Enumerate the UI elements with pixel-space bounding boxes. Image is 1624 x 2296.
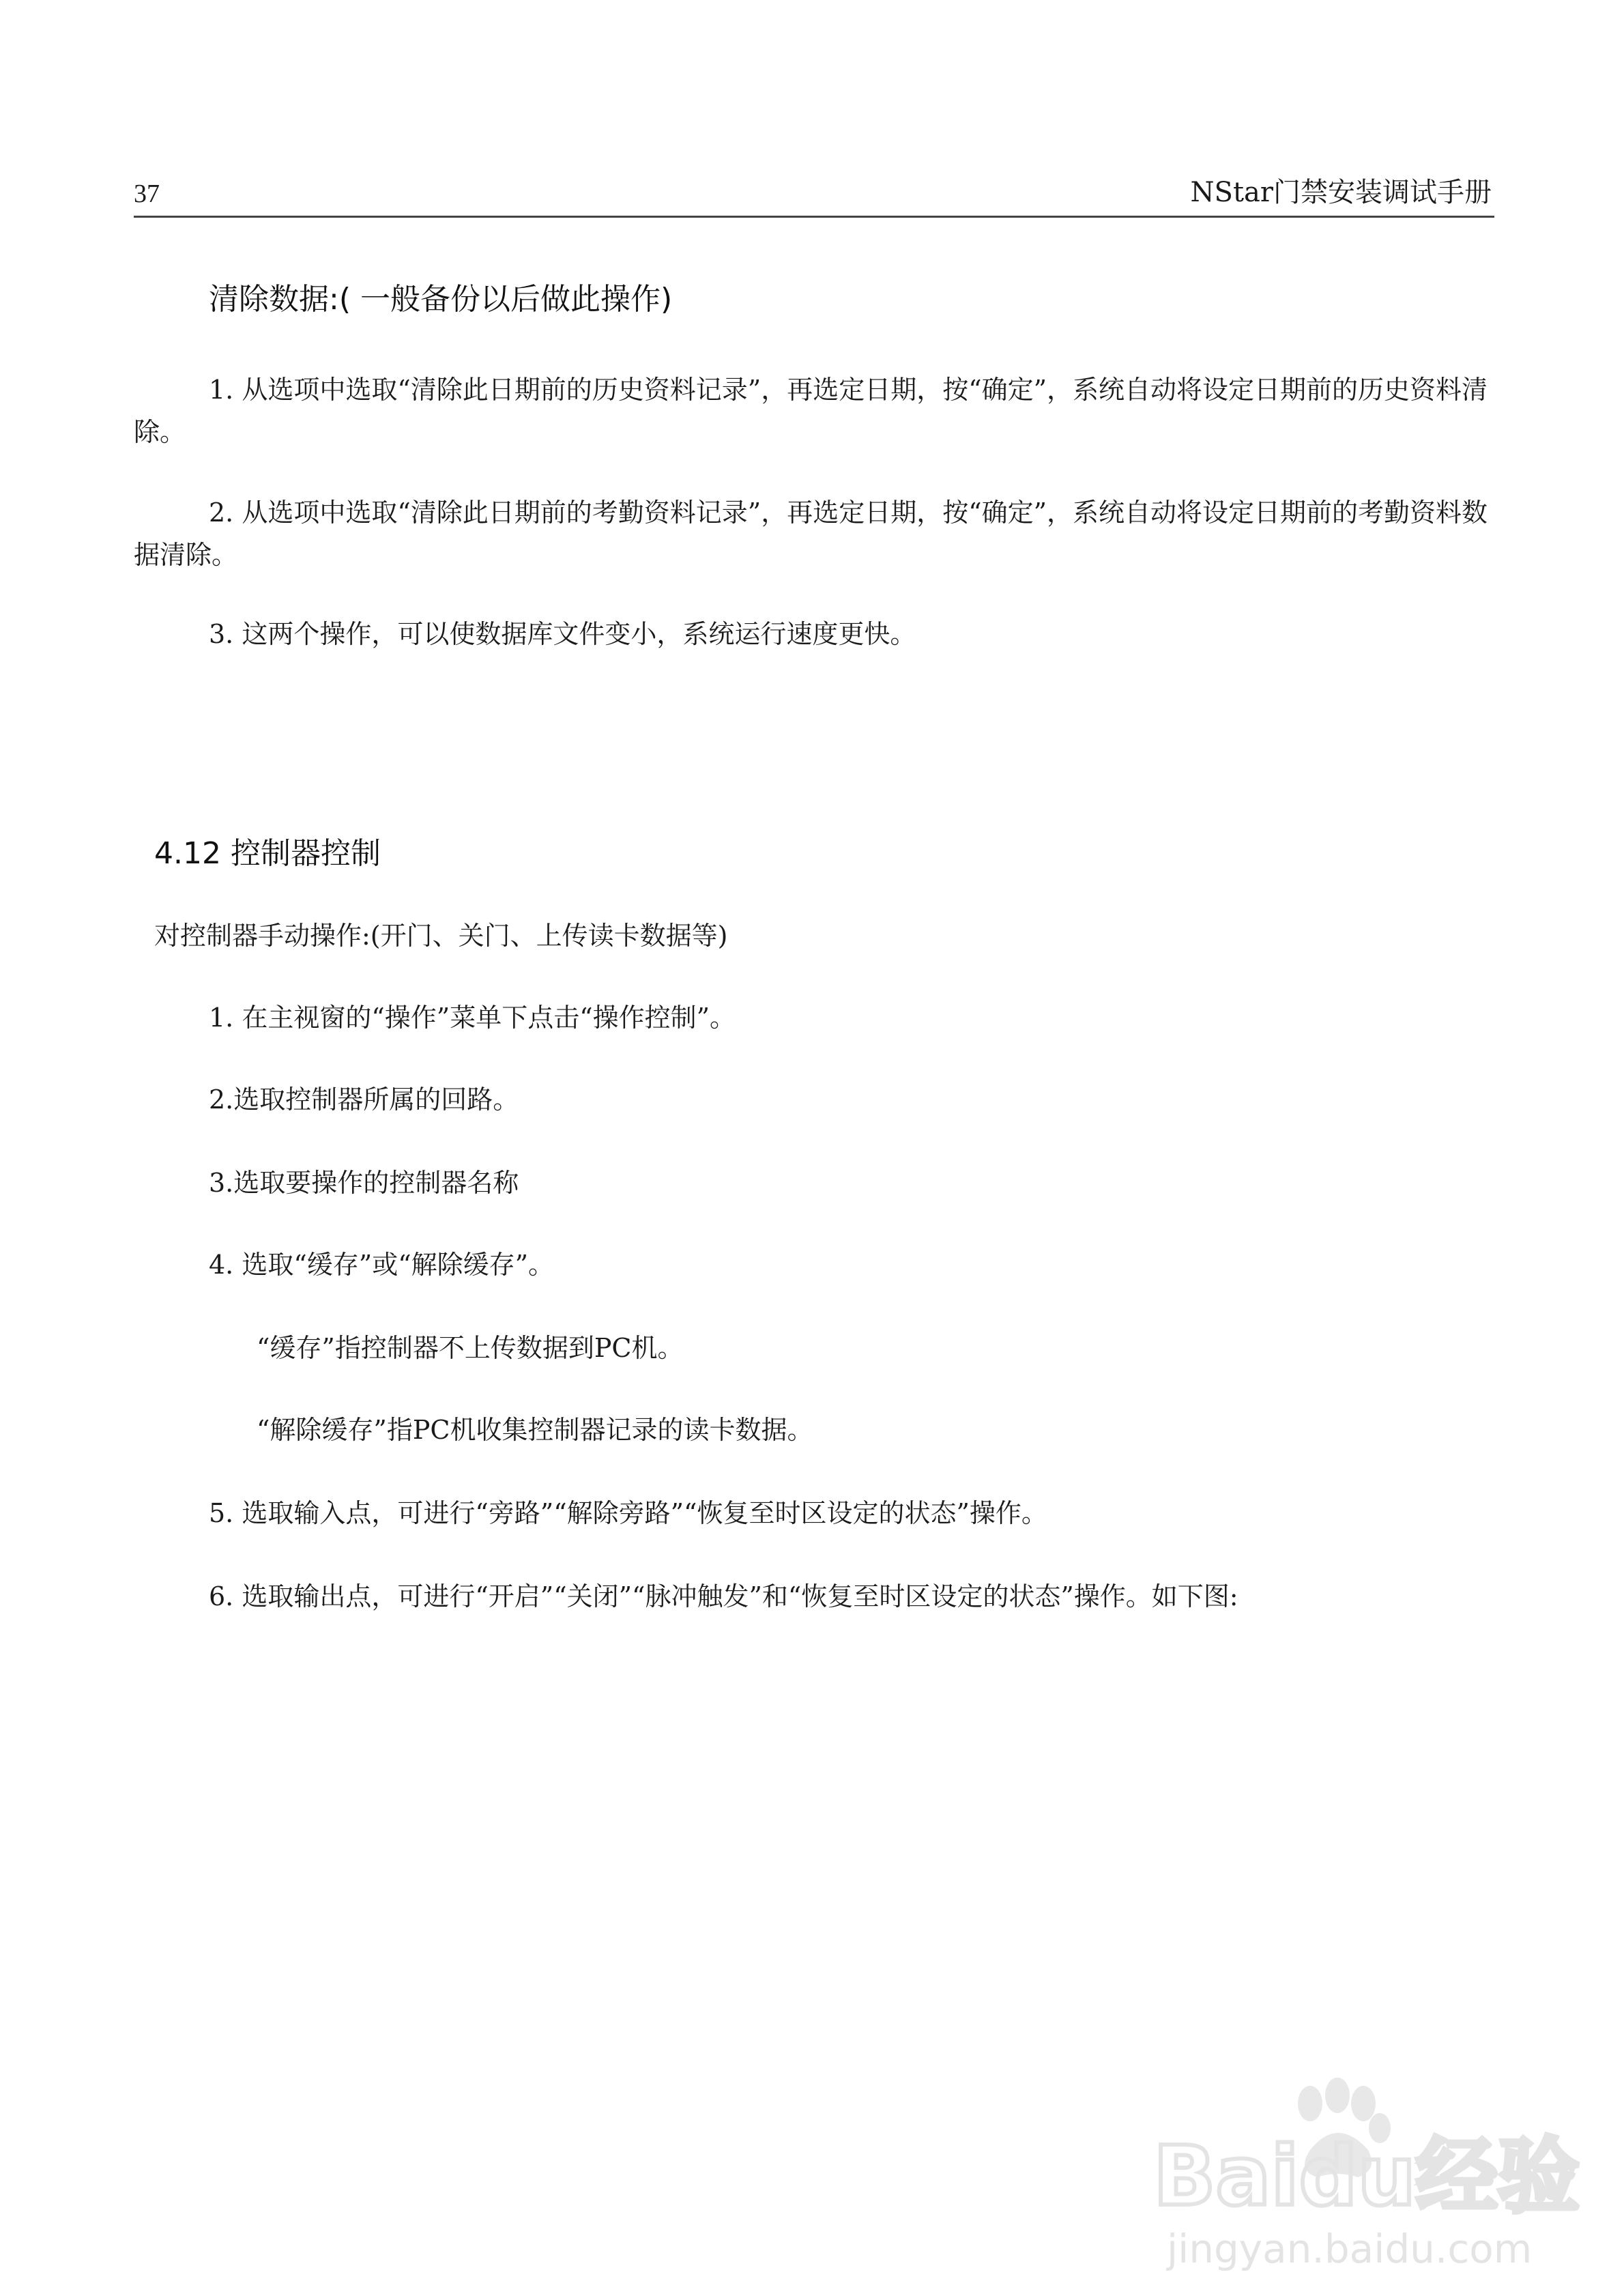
step-5: 5. 选取输入点，可进行“旁路”“解除旁路”“恢复至时区设定的状态”操作。: [209, 1498, 1047, 1528]
header-rule: [134, 216, 1494, 218]
clear-data-item-1: 1. 从选项中选取“清除此日期前的历史资料记录”，再选定日期，按“确定”，系统自动将设定日期前的历史资料清除。: [134, 375, 1488, 447]
clear-data-item-2: 2. 从选项中选取“清除此日期前的考勤资料记录”，再选定日期，按“确定”，系统自动将设定日期前的考勤资料数据清除。: [134, 498, 1488, 570]
watermark-brand: Baidu经验: [1153, 2129, 1580, 2224]
watermark-url: jingyan.baidu.com: [1167, 2226, 1533, 2272]
baidu-jingyan-watermark: [1153, 2068, 1580, 2273]
page-number: 37: [134, 180, 160, 208]
step-4: 4. 选取“缓存”或“解除缓存”。: [209, 1250, 555, 1280]
clear-data-heading: 清除数据:( 一般备份以后做此操作): [209, 282, 673, 317]
step-4-note-cache: “缓存”指控制器不上传数据到PC机。: [257, 1333, 684, 1363]
step-2: 2.选取控制器所属的回路。: [209, 1085, 519, 1115]
clear-data-item-3: 3. 这两个操作，可以使数据库文件变小，系统运行速度更快。: [209, 619, 916, 649]
running-header-title: NStar门禁安装调试手册: [1190, 177, 1492, 208]
step-6: 6. 选取输出点，可进行“开启”“关闭”“脉冲触发”和“恢复至时区设定的状态”操作。如下图:: [209, 1581, 1238, 1611]
section-heading-4-12: 4.12 控制器控制: [154, 836, 381, 871]
section-intro: 对控制器手动操作:(开门、关门、上传读卡数据等): [154, 921, 728, 951]
step-4-note-release-cache: “解除缓存”指PC机收集控制器记录的读卡数据。: [257, 1415, 813, 1445]
step-1: 1. 在主视窗的“操作”菜单下点击“操作控制”。: [209, 1003, 736, 1033]
step-3: 3.选取要操作的控制器名称: [209, 1168, 519, 1198]
